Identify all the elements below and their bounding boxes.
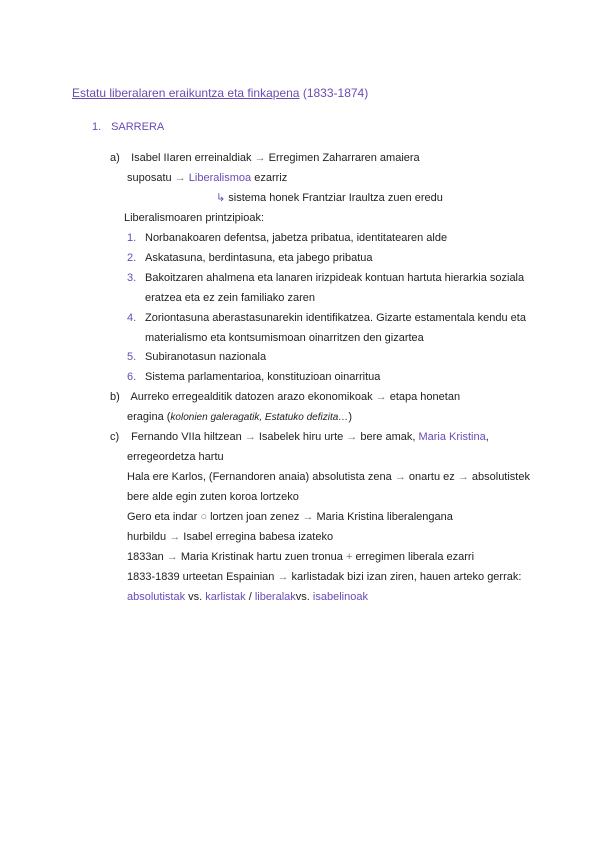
item-c-text: onartu ez — [408, 471, 455, 483]
item-c-text: 1833an — [127, 551, 164, 563]
section-number: 1. — [92, 121, 102, 133]
arrow-icon: → — [277, 571, 289, 583]
list-text: Bakoitzaren ahalmena eta lanaren irizpideak kontuan hartuta hierarkia soziala — [145, 272, 525, 284]
item-c-text: lortzen joan zenez — [210, 511, 300, 523]
item-c-comma: , — [485, 431, 489, 443]
item-c-line3 — [127, 470, 530, 484]
item-c-line2: erregeordetza hartu — [127, 451, 224, 463]
list-text: Subiranotasun nazionala — [145, 351, 267, 363]
list-text: Sistema parlamentarioa, konstituzioan oinarritua — [145, 371, 381, 383]
item-c-line8 — [127, 570, 521, 584]
item-c-text: absolutistek — [471, 471, 530, 483]
item-b-line2 — [127, 410, 352, 425]
item-c-line9 — [127, 590, 368, 604]
item-b-text: Aurreko erregealditik datozen arazo ekonomikoak — [130, 391, 373, 403]
item-c-line4: bere alde egin zuten koroa lortzeko — [127, 491, 299, 503]
item-b-text-b: etapa honetan — [389, 391, 461, 403]
absolutistak-link[interactable]: absolutistak — [127, 591, 186, 603]
arrow-icon: → — [457, 471, 469, 483]
item-a-line3-text: sistema honek Frantziar Iraultza zuen eredu — [228, 192, 443, 204]
small-circle-icon: ○ — [200, 511, 208, 523]
list-number: 4. — [127, 312, 137, 324]
arrow-icon: → — [254, 152, 266, 164]
vs-text: vs. — [295, 591, 310, 603]
list-item — [127, 251, 373, 265]
item-a-line3 — [216, 191, 443, 205]
list-item — [127, 311, 526, 325]
page-title — [72, 86, 368, 100]
item-c-text: Hala ere Karlos, (Fernandoren anaia) absolutista zena — [127, 471, 392, 483]
list-text: Askatasuna, berdintasuna, eta jabego pribatua — [145, 252, 373, 264]
item-b-label: b) — [110, 391, 120, 403]
list-item — [127, 350, 266, 364]
item-c-text: bere amak, — [360, 431, 416, 443]
list-item — [127, 370, 380, 384]
arrow-icon: → — [244, 431, 256, 443]
karlistak-link[interactable]: karlistak — [205, 591, 246, 603]
list-number: 2. — [127, 252, 137, 264]
slash-separator: / — [248, 591, 252, 603]
maria-kristina-link[interactable]: Maria Kristina — [418, 431, 486, 443]
arrow-icon: → — [169, 531, 181, 543]
list-item — [127, 231, 447, 245]
item-b-italic: kolonien galeragatik, Estatuko defizita… — [170, 412, 349, 423]
item-a-line2-end: ezarriz — [254, 172, 288, 184]
section-label: SARRERA — [111, 121, 165, 133]
item-a-line2-text: suposatu — [127, 172, 172, 184]
item-a-line2 — [127, 171, 287, 185]
list-item — [127, 271, 524, 285]
item-a-text-b: Erregimen Zaharraren amaiera — [268, 152, 420, 164]
item-c-text: Isabel erregina babesa izateko — [183, 531, 334, 543]
item-c-line5 — [127, 510, 453, 524]
item-c-text: Maria Kristinak hartu zuen tronua — [180, 551, 343, 563]
list-item-continuation: materialismo eta kontsumismoan oinarritzen den gizartea — [145, 332, 424, 344]
isabelinoak-link[interactable]: isabelinoak — [312, 591, 368, 603]
liberalismoa-link[interactable]: Liberalismoa — [188, 172, 252, 184]
list-text: Norbanakoaren defentsa, jabetza pribatua, identitatearen alde — [145, 232, 448, 244]
item-c-line7 — [127, 550, 474, 564]
item-a-label: a) — [110, 152, 120, 164]
list-number: 6. — [127, 371, 137, 383]
item-c-text: hurbildu — [127, 531, 167, 543]
list-number: 1. — [127, 232, 137, 244]
arrow-icon: → — [375, 391, 387, 403]
vs-text: vs. — [188, 591, 203, 603]
item-c-text: Fernando VIIa hiltzean — [131, 431, 242, 443]
item-c-text: Isabelek hiru urte — [258, 431, 344, 443]
item-b-line2-text: eragina ( — [127, 411, 171, 423]
list-item-continuation: eratzea eta ez zein familiako zaren — [145, 292, 315, 304]
liberalak-link[interactable]: liberalak — [254, 591, 296, 603]
arrow-icon: → — [346, 431, 358, 443]
item-c-text: 1833-1839 urteetan Espainian — [127, 571, 275, 583]
arrow-icon: → — [166, 551, 178, 563]
item-b-line2-end: ) — [348, 411, 352, 423]
item-c-line1 — [110, 430, 489, 444]
plus-icon: + — [345, 551, 353, 563]
item-b-line1 — [110, 390, 460, 404]
section-heading — [92, 120, 164, 134]
list-text: Zoriontasuna aberastasunarekin identifikatzea. Gizarte estamentala kendu eta — [145, 312, 526, 324]
item-c-line6 — [127, 530, 333, 544]
arrow-icon: → — [302, 511, 314, 523]
item-c-label: c) — [110, 431, 120, 443]
item-a-text: Isabel IIaren erreinaldiak — [131, 152, 252, 164]
item-c-text: Maria Kristina liberalengana — [316, 511, 453, 523]
item-c-text: karlistadak bizi izan ziren, hauen arteko gerrak: — [291, 571, 522, 583]
title-years: (1833-1874) — [302, 86, 369, 100]
item-c-text: Gero eta indar — [127, 511, 198, 523]
arrow-icon: → — [174, 172, 186, 184]
title-link[interactable]: Estatu liberalaren eraikuntza eta finkapena — [72, 86, 300, 100]
arrow-icon: → — [394, 471, 406, 483]
item-a-line1 — [110, 151, 420, 165]
item-c-text: erregimen liberala ezarri — [355, 551, 475, 563]
sub-arrow-icon: ↳ — [216, 192, 226, 204]
principles-title: Liberalismoaren printzipioak: — [124, 212, 265, 224]
list-number: 3. — [127, 272, 137, 284]
list-number: 5. — [127, 351, 137, 363]
